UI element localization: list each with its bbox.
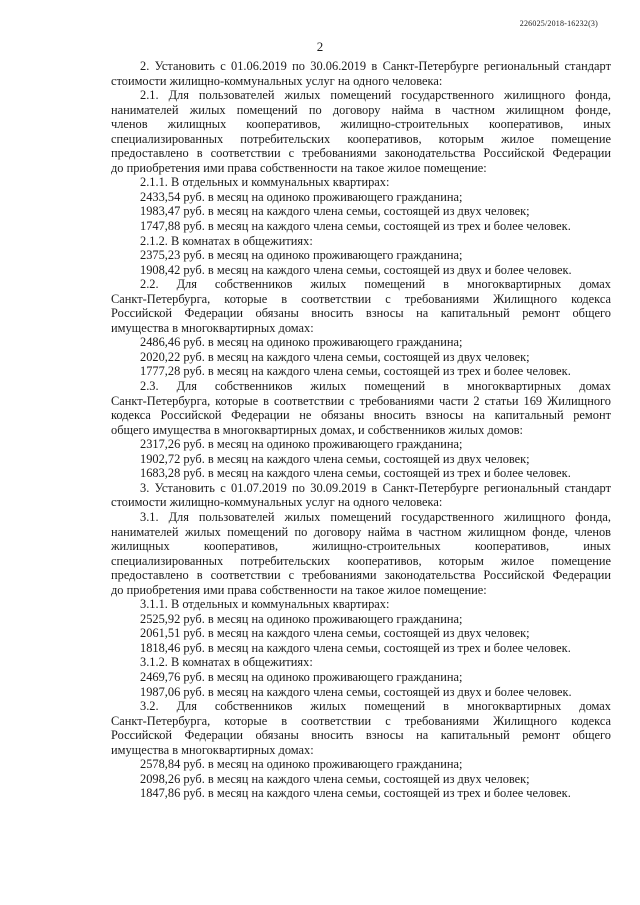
paragraph-3-line: стоимости жилищно-коммунальных услуг на одного человека: bbox=[111, 495, 443, 510]
paragraph-2-line: стоимости жилищно-коммунальных услуг на одного человека: bbox=[111, 73, 443, 88]
clause-3-2-line: 3.2. Для собственников жилых помещений в многоквартирных домах bbox=[140, 699, 611, 714]
clause-2-2-line: имущества в многоквартирных домах: bbox=[111, 320, 314, 335]
clause-3-1-line: специализированных потребительских кооперативов, которым жилое помещение bbox=[111, 553, 611, 568]
clause-2-3-line: Санкт-Петербурга, которые в соответствии с требованиями части 2 статьи 169 Жилищного bbox=[111, 393, 611, 408]
clause-3-1-line: 3.1. Для пользователей жилых помещений государственного жилищного фонда, bbox=[140, 509, 611, 524]
clause-2-1-line: специализированных потребительских кооперативов, которым жилое помещение bbox=[111, 131, 611, 146]
rate-line: 2020,22 руб. в месяц на каждого члена семьи, состоящей из двух человек; bbox=[140, 349, 530, 364]
clause-2-1-line: членов жилищных кооперативов, жилищно-строительных кооперативов, иных bbox=[111, 117, 611, 132]
clause-2-1-line: 2.1. Для пользователей жилых помещений государственного жилищного фонда, bbox=[140, 88, 611, 103]
rate-line: 1983,47 руб. в месяц на каждого члена семьи, состоящей из двух человек; bbox=[140, 204, 530, 219]
clause-3-2-line: Санкт-Петербурга, которые в соответствии с требованиями Жилищного кодекса bbox=[111, 713, 611, 728]
document-body bbox=[111, 59, 611, 801]
clause-3-2-line: Российской Федерации обязаны вносить взносы на капитальный ремонт общего bbox=[111, 728, 611, 743]
rate-line: 1902,72 руб. в месяц на каждого члена семьи, состоящей из двух человек; bbox=[140, 451, 530, 466]
rate-line: 2525,92 руб. в месяц на одиноко проживающего гражданина; bbox=[140, 611, 463, 626]
rate-line: 2375,23 руб. в месяц на одиноко проживающего гражданина; bbox=[140, 248, 463, 263]
rate-line: 2469,76 руб. в месяц на одиноко проживающего гражданина; bbox=[140, 669, 463, 684]
rate-line: 1683,28 руб. в месяц на каждого члена семьи, состоящей из трех и более человек. bbox=[140, 466, 571, 481]
rate-line: 2317,26 руб. в месяц на одиноко проживающего гражданина; bbox=[140, 437, 463, 452]
clause-3-1-line: жилищных кооперативов, жилищно-строительных кооперативов, иных bbox=[111, 539, 611, 554]
rate-line: 1908,42 руб. в месяц на каждого члена семьи, состоящей из двух и более человек. bbox=[140, 262, 572, 277]
rate-line: 2486,46 руб. в месяц на одиноко проживающего гражданина; bbox=[140, 335, 463, 350]
clause-2-2-line: Санкт-Петербурга, которые в соответствии с требованиями Жилищного кодекса bbox=[111, 291, 611, 306]
clause-3-1-1-heading: 3.1.1. В отдельных и коммунальных квартирах: bbox=[140, 597, 390, 612]
clause-2-1-line: нанимателей жилых помещений по договору найма в частном жилищном фонде, bbox=[111, 102, 611, 117]
rate-line: 2061,51 руб. в месяц на каждого члена семьи, состоящей из двух человек; bbox=[140, 626, 530, 641]
paragraph-3-line: 3. Установить с 01.07.2019 по 30.09.2019 в Санкт-Петербурге региональный стандарт bbox=[140, 480, 611, 495]
clause-2-1-1-heading: 2.1.1. В отдельных и коммунальных квартирах: bbox=[140, 175, 390, 190]
document-number: 226025/2018-16232(3) bbox=[519, 19, 598, 28]
rate-line: 1777,28 руб. в месяц на каждого члена семьи, состоящей из трех и более человек. bbox=[140, 364, 571, 379]
rate-line: 1818,46 руб. в месяц на каждого члена семьи, состоящей из трех и более человек. bbox=[140, 640, 571, 655]
clause-2-2-line: Российской Федерации обязаны вносить взносы на капитальный ремонт общего bbox=[111, 306, 611, 321]
clause-2-3-line: кодекса Российской Федерации не обязаны вносить взносы на капитальный ремонт bbox=[111, 408, 611, 423]
clause-3-2-line: имущества в многоквартирных домах: bbox=[111, 742, 314, 757]
page-number: 2 bbox=[316, 39, 324, 54]
rate-line: 2433,54 руб. в месяц на одиноко проживающего гражданина; bbox=[140, 189, 463, 204]
rate-line: 2098,26 руб. в месяц на каждого члена семьи, состоящей из двух человек; bbox=[140, 771, 530, 786]
clause-3-1-line: предоставлено в соответствии с требованиями законодательства Российской Федерации bbox=[111, 568, 611, 583]
clause-3-1-line: нанимателей жилых помещений по договору найма в частном жилищном фонде, членов bbox=[111, 524, 611, 539]
clause-2-1-line: предоставлено в соответствии с требованиями законодательства Российской Федерации bbox=[111, 146, 611, 161]
rate-line: 1987,06 руб. в месяц на каждого члена семьи, состоящей из двух и более человек. bbox=[140, 684, 572, 699]
clause-3-1-2-heading: 3.1.2. В комнатах в общежитиях: bbox=[140, 655, 313, 670]
paragraph-2-line: 2. Установить с 01.06.2019 по 30.06.2019 в Санкт-Петербурге региональный стандарт bbox=[140, 59, 611, 73]
clause-3-1-line: до приобретения ими права собственности на такое жилое помещение: bbox=[111, 582, 487, 597]
clause-2-3-line: 2.3. Для собственников жилых помещений в многоквартирных домах bbox=[140, 379, 611, 394]
clause-2-1-line: до приобретения ими права собственности на такое жилое помещение: bbox=[111, 160, 487, 175]
clause-2-2-line: 2.2. Для собственников жилых помещений в многоквартирных домах bbox=[140, 277, 611, 292]
clause-2-1-2-heading: 2.1.2. В комнатах в общежитиях: bbox=[140, 233, 313, 248]
rate-line: 2578,84 руб. в месяц на одиноко проживающего гражданина; bbox=[140, 757, 463, 772]
rate-line: 1747,88 руб. в месяц на каждого члена семьи, состоящей из трех и более человек. bbox=[140, 219, 571, 234]
rate-line: 1847,86 руб. в месяц на каждого члена семьи, состоящей из трех и более человек. bbox=[140, 786, 571, 801]
clause-2-3-line: общего имущества в многоквартирных домах, и собственников жилых домов: bbox=[111, 422, 523, 437]
